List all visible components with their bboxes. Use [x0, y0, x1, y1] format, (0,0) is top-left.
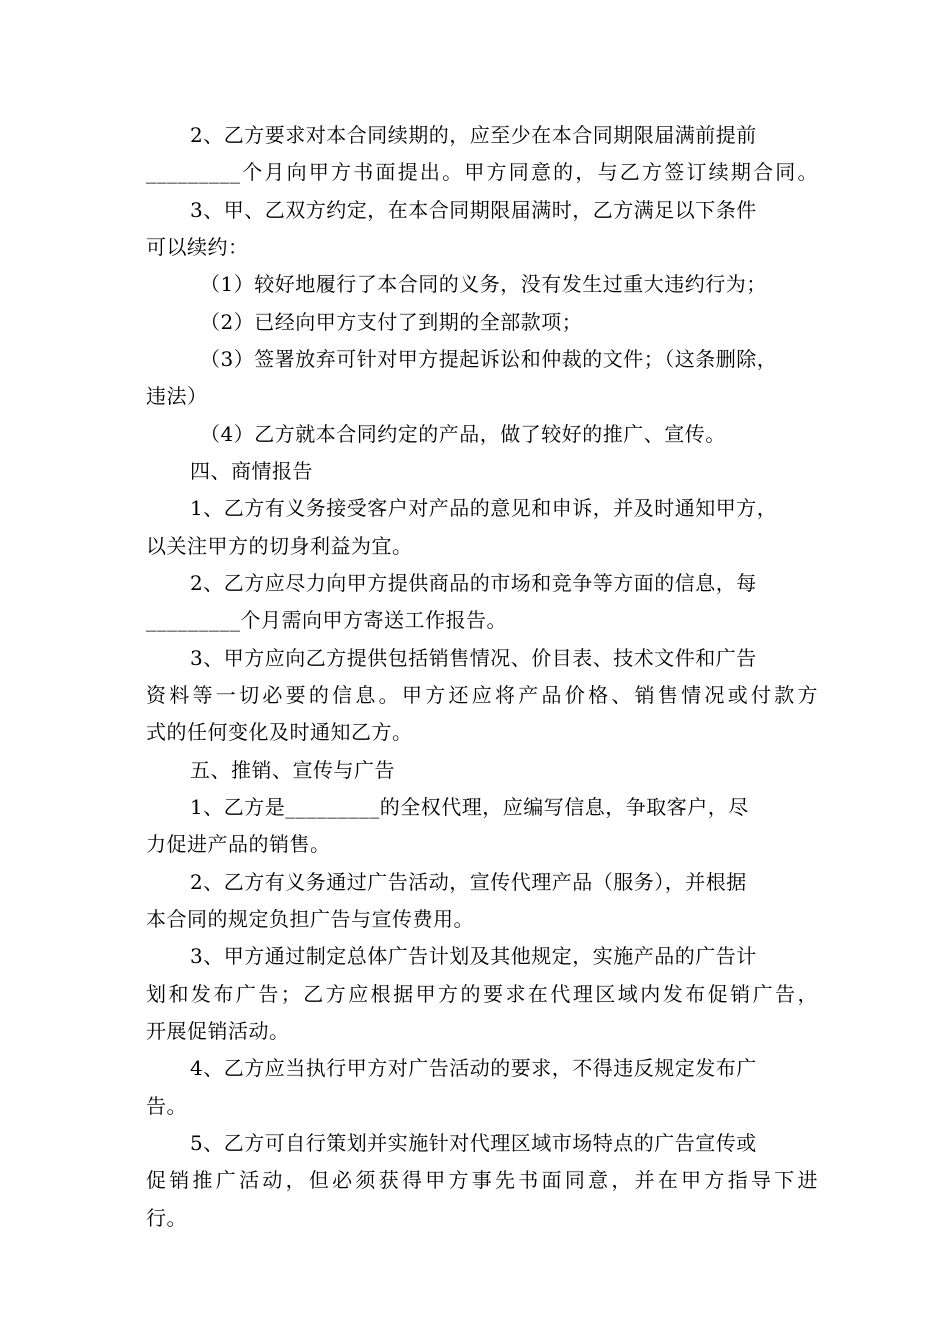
report-clause-3-line-2: 资料等一切必要的信息。甲方还应将产品价格、销售情况或付款方	[146, 683, 818, 707]
promo-clause-5-line-2: 促销推广活动，但必须获得甲方事先书面同意，并在甲方指导下进	[146, 1168, 818, 1192]
promo-clause-1-line-2: 力促进产品的销售。	[146, 832, 331, 856]
promo-clause-3-line-3: 开展促销活动。	[146, 1019, 290, 1043]
condition-4: （4）乙方就本合同约定的产品，做了较好的推广、宣传。	[200, 422, 726, 446]
section-heading-5: 五、推销、宣传与广告	[190, 758, 395, 782]
promo-clause-3-line-1: 3、甲方通过制定总体广告计划及其他规定，实施产品的广告计	[190, 944, 757, 968]
clause-2-renewal-line-2: _________个月向甲方书面提出。甲方同意的，与乙方签订续期合同。	[146, 160, 818, 184]
report-clause-2-line-2: _________个月需向甲方寄送工作报告。	[146, 608, 507, 632]
clause-2-renewal-line-1: 2、乙方要求对本合同续期的，应至少在本合同期限届满前提前	[190, 123, 757, 147]
condition-3-line-1: （3）签署放弃可针对甲方提起诉讼和仲裁的文件；（这条删除，	[200, 347, 778, 371]
condition-3-line-2: 违法）	[146, 384, 208, 408]
condition-2: （2）已经向甲方支付了到期的全部款项；	[200, 310, 583, 334]
report-clause-3-line-3: 式的任何变化及时通知乙方。	[146, 720, 413, 744]
promo-clause-5-line-1: 5、乙方可自行策划并实施针对代理区域市场特点的广告宣传或	[190, 1131, 757, 1155]
promo-clause-1-line-1: 1、乙方是_________的全权代理，应编写信息，争取客户，尽	[190, 795, 749, 819]
promo-clause-2-line-1: 2、乙方有义务通过广告活动，宣传代理产品（服务），并根据	[190, 870, 747, 894]
promo-clause-5-line-3: 行。	[146, 1206, 187, 1230]
promo-clause-4-line-2: 告。	[146, 1094, 187, 1118]
clause-3-renewal-line-1: 3、甲、乙双方约定，在本合同期限届满时，乙方满足以下条件	[190, 198, 757, 222]
report-clause-3-line-1: 3、甲方应向乙方提供包括销售情况、价目表、技术文件和广告	[190, 646, 757, 670]
section-heading-4: 四、商情报告	[190, 459, 313, 483]
report-clause-1-line-1: 1、乙方有义务接受客户对产品的意见和申诉，并及时通知甲方，	[190, 496, 778, 520]
report-clause-2-line-1: 2、乙方应尽力向甲方提供商品的市场和竞争等方面的信息，每	[190, 571, 757, 595]
condition-1: （1）较好地履行了本合同的义务，没有发生过重大违约行为；	[200, 272, 767, 296]
promo-clause-2-line-2: 本合同的规定负担广告与宣传费用。	[146, 907, 474, 931]
report-clause-1-line-2: 以关注甲方的切身利益为宜。	[146, 534, 413, 558]
promo-clause-3-line-2: 划和发布广告；乙方应根据甲方的要求在代理区域内发布促销广告，	[146, 982, 818, 1006]
promo-clause-4-line-1: 4、乙方应当执行甲方对广告活动的要求，不得违反规定发布广	[190, 1056, 757, 1080]
clause-3-renewal-line-2: 可以续约：	[146, 235, 249, 259]
